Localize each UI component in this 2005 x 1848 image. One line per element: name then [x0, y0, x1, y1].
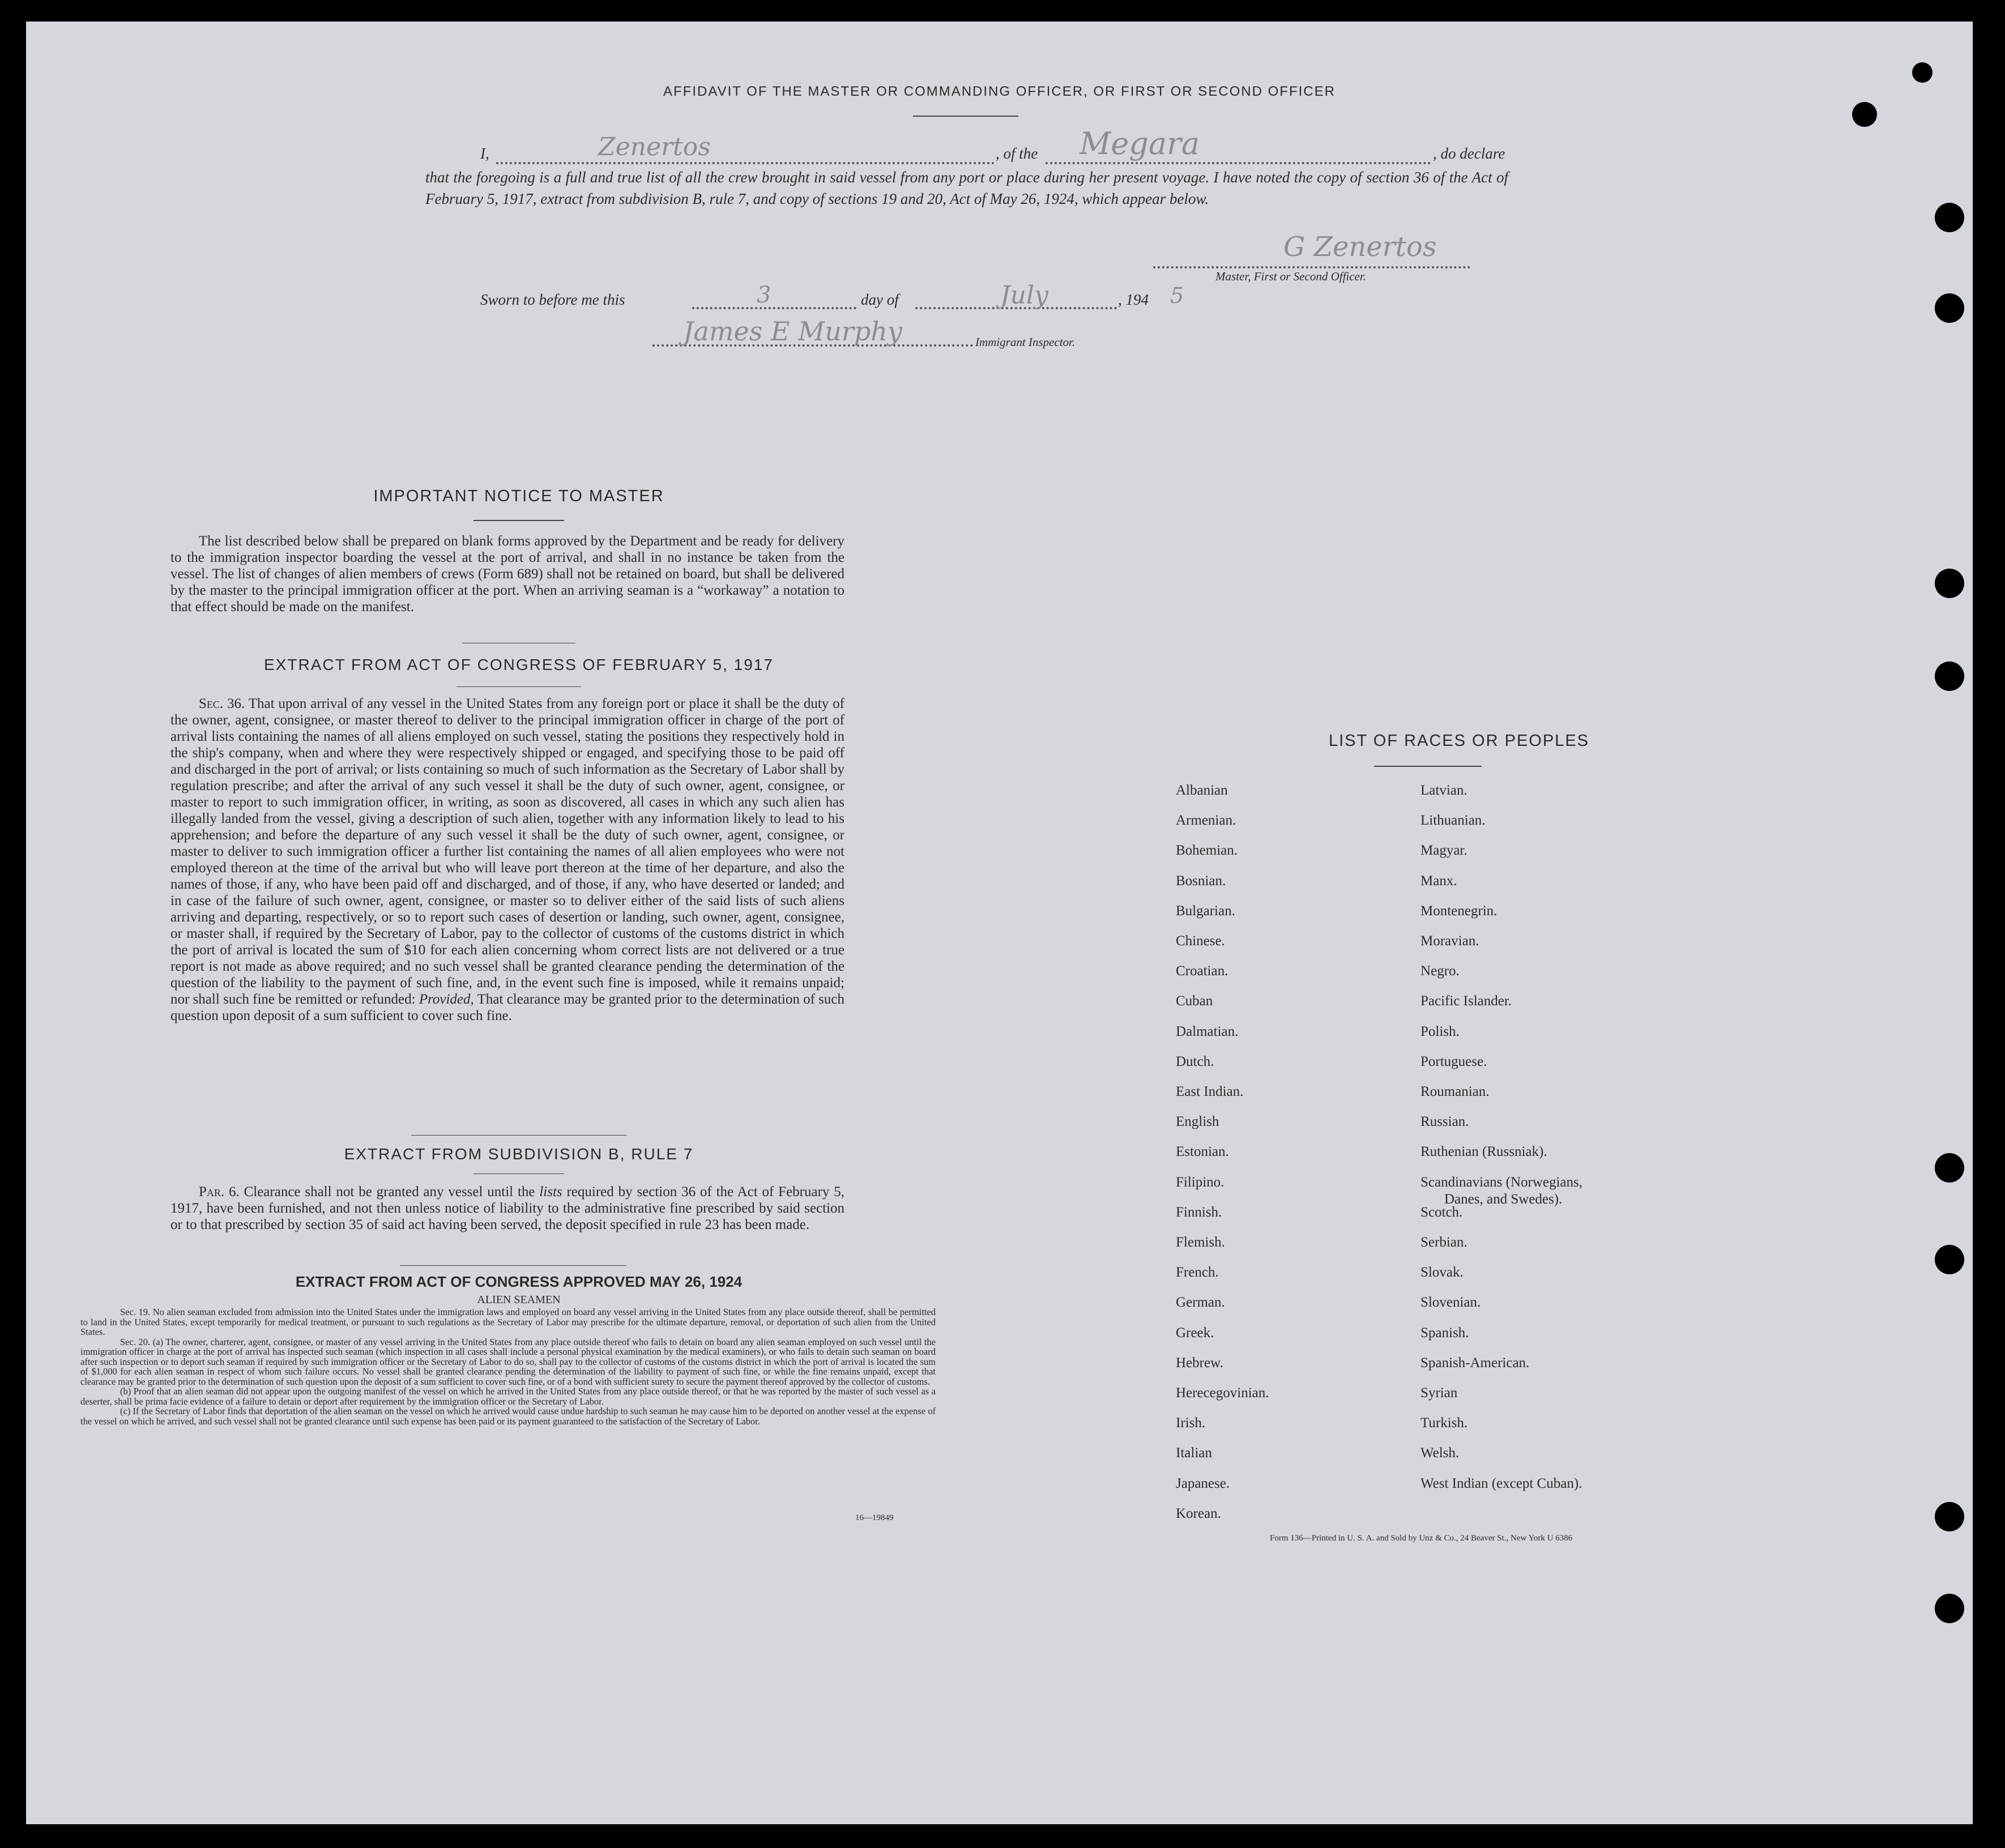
year-value: 5: [1170, 283, 1184, 308]
section-20a-paragraph: Sec. 20. (a) The owner, charterer, agent, consignee, or master of any vessel arriving in the United States from any place outside thereof who fails to detain on board any alien seaman employed on such vessel until the immigration officer in charge at the port of arrival has inspected such seaman (which inspection in all cases shall include a personal physical examination by the medical examiners), or who fails to detain such seaman on board after such inspection or to deport such seaman if required by such immigration officer or the Secretary of Labor to do so, shall pay to the collector of customs of the customs district in which the port of arrival is located the sum of $1,000 for each alien seaman in respect of whom such failure occurs. No vessel shall be granted clearance pending the determination of the liability to payment of such fine, or while the fine remains unpaid, except that clearance may be granted prior to the determination of such question upon the deposit of a sum sufficient to cover such fine, or of a bond with sufficient surety to secure the payment thereof approved by the collector of customs.: [80, 1336, 936, 1387]
extract-1924-body: [80, 1307, 936, 1426]
proviso-word: Provided,: [419, 992, 474, 1007]
vessel-name-value: Megara: [1080, 126, 1200, 161]
rule7-heading: EXTRACT FROM SUBDIVISION B, RULE 7: [344, 1145, 694, 1163]
race-item-right: West Indian (except Cuban).: [1420, 1475, 1582, 1491]
rule7-text-before: Clearance shall not be granted any vessel until the: [244, 1184, 535, 1200]
binder-hole: [1935, 1502, 1964, 1531]
lists-word: lists: [539, 1184, 562, 1200]
race-item-left: Italian: [1176, 1445, 1212, 1461]
race-item-left: Cuban: [1176, 993, 1213, 1009]
race-item-right: Slovak.: [1420, 1265, 1464, 1281]
races-heading: LIST OF RACES OR PEOPLES: [1328, 732, 1590, 750]
rule7-paragraph: [170, 1184, 844, 1233]
race-item-left: Japanese.: [1176, 1475, 1230, 1491]
binder-hole: [1912, 62, 1933, 83]
race-item-right: Danes, and Swedes).: [1444, 1191, 1563, 1207]
race-item-left: Hebrew.: [1176, 1355, 1223, 1371]
extract-1917-heading: EXTRACT FROM ACT OF CONGRESS OF FEBRUARY 5, 1917: [264, 656, 774, 673]
race-item-left: Chinese.: [1176, 933, 1225, 949]
race-item-right: Roumanian.: [1420, 1084, 1490, 1099]
inspector-signature: James E Murphy: [683, 316, 902, 347]
notice-heading: IMPORTANT NOTICE TO MASTER: [373, 487, 664, 505]
race-item-left: Herecegovinian.: [1176, 1385, 1269, 1401]
race-item-left: Filipino.: [1176, 1174, 1225, 1190]
race-item-right: Polish.: [1420, 1023, 1460, 1039]
race-item-left: Estonian.: [1176, 1144, 1229, 1160]
race-item-left: English: [1176, 1114, 1219, 1130]
section-36-label: Sec. 36.: [199, 696, 245, 711]
race-item-left: German.: [1176, 1295, 1225, 1311]
master-signature-caption: Master, First or Second Officer.: [1215, 270, 1366, 283]
section-20c-paragraph: (c) If the Secretary of Labor finds that deportation of the alien seaman on the vessel on which he arrived would cause undue hardship to such seaman he may cause him to be deported on another vessel at the expense of the vessel on which he arrived, and such vessel shall not be granted clearance until such expense has been paid or its payment guaranteed to the satisfaction of the Secretary of Labor.: [80, 1406, 936, 1427]
year-label: , 194: [1118, 291, 1149, 308]
rule7-text-after: required by section 36 of the Act of February 5, 1917, have been furnished, and not then unless notice of liability to the administrative fine prescribed by said section or to that prescribed by section 35 of said act having been served, the deposit specified in rule 23 has been made.: [170, 1184, 845, 1232]
race-item-left: Finnish.: [1176, 1204, 1222, 1220]
race-item-left: Greek.: [1176, 1325, 1214, 1341]
par-6-label: Par. 6.: [199, 1184, 240, 1200]
race-item-right: Portuguese.: [1420, 1053, 1487, 1069]
race-item-left: Bulgarian.: [1176, 903, 1235, 919]
race-item-right: Russian.: [1420, 1114, 1469, 1130]
inspector-caption: Immigrant Inspector.: [975, 335, 1076, 349]
binder-hole: [1935, 1245, 1964, 1274]
race-item-right: Turkish.: [1420, 1415, 1468, 1431]
race-item-left: Dutch.: [1176, 1053, 1214, 1069]
affidavit-title: AFFIDAVIT OF THE MASTER OR COMMANDING OFFICER, OR FIRST OR SECOND OFFICER: [663, 84, 1336, 99]
notice-body: [170, 533, 844, 615]
race-item-left: East Indian.: [1176, 1084, 1244, 1099]
race-item-right: Serbian.: [1420, 1235, 1468, 1250]
extract-1917-paragraph: [170, 695, 844, 1024]
race-item-right: Slovenian.: [1420, 1295, 1481, 1311]
declaration-text: that the foregoing is a full and true list of all the crew brought in said vessel from any port or place during her present voyage. I have noted the copy of section 36 of the Act of February 5, 1917, extract from subdivision B, rule 7, and copy of sections 19 and 20, Act of May 26, 1924, which appear below.: [425, 169, 1508, 207]
master-signature: G Zenertos: [1283, 231, 1437, 263]
race-item-right: Spanish-American.: [1420, 1355, 1530, 1371]
race-item-right: Latvian.: [1420, 783, 1468, 798]
master-signature-line: [1153, 266, 1470, 268]
rule7-body: [170, 1184, 844, 1233]
binder-hole: [1852, 102, 1877, 127]
race-item-right: Scotch.: [1420, 1204, 1463, 1220]
form-code: 16—19849: [855, 1513, 894, 1522]
master-name-value: Zenertos: [598, 133, 711, 161]
binder-hole: [1935, 661, 1964, 691]
race-item-left: Albanian: [1176, 783, 1228, 798]
document-page: [26, 22, 1973, 1824]
section-20b-paragraph: (b) Proof that an alien seaman did not appear upon the outgoing manifest of the vessel on which he arrived in the United States from any place outside thereof, or that he was reported by the master of such vessel as a deserter, shall be prima facie evidence of a failure to detain or deport after requirement by the immigration officer or the Secretary of Labor.: [80, 1386, 936, 1407]
rule7-rule: [473, 1173, 564, 1174]
race-item-left: Bohemian.: [1176, 843, 1238, 859]
race-item-right: Syrian: [1420, 1385, 1458, 1401]
i-label: I,: [480, 145, 489, 162]
extract-1924-heading: EXTRACT FROM ACT OF CONGRESS APPROVED MAY 26, 1924: [295, 1273, 743, 1290]
section-36-text: That upon arrival of any vessel in the United States from any foreign port or place it shall be the duty of the owner, agent, consignee, or master thereof to deliver to the principal immigration officer in charge of the port of arrival lists containing the names of all aliens employed on such vessel, stating the positions they respectively hold in the ship's company, when and where they were respectively shipped or engaged, and specifying those to be paid off and discharged in the port of arrival; or lists containing so much of such information as the Secretary of Labor shall by regulation prescribe; and after the arrival of any such vessel it shall be the duty of such owner, agent, consignee, or master to report to such immigration officer, in writing, as soon as discovered, all cases in which any such alien has illegally landed from the vessel, giving a description of such alien, together with any information likely to lead to his apprehension; and before the departure of any such vessel it shall be the duty of such owner, agent, consignee, or master to deliver to such immigration officer a further list containing the names of all alien employees who were not employed thereon at the time of the arrival but who will leave port thereon at the time of her departure, and also the names of those, if any, who have been paid off and discharged, and of those, if any, who have deserted or landed; and in case of the failure of such owner, agent, consignee, or master so to deliver either of the said lists of such aliens arriving and departing, respectively, or so to report such cases of desertion or landing, such owner, agent, consignee, or master shall, if required by the Secretary of Labor, pay to the collector of customs of the customs district in which the port of arrival is located the sum of $10 for each alien concerning whom correct lists are not delivered or a true report is not made as above required; and no such vessel shall be granted clearance pending the determination of the question of the liability to the payment of such fine, and, in the event such fine is imposed, while it remains unpaid; nor shall such fine be remitted or refunded:: [170, 696, 844, 1007]
race-item-left: Flemish.: [1176, 1235, 1225, 1250]
binder-hole: [1935, 1594, 1964, 1623]
binder-hole: [1935, 293, 1964, 323]
race-item-right: Montenegrin.: [1420, 903, 1498, 919]
race-item-right: Manx.: [1420, 873, 1457, 889]
race-item-right: Ruthenian (Russniak).: [1420, 1144, 1547, 1160]
day-value: 3: [757, 282, 771, 308]
race-item-left: Armenian.: [1176, 813, 1236, 829]
race-item-left: Korean.: [1176, 1505, 1221, 1521]
section-36-proviso-text: That clearance may be granted prior to the determination of such question upon deposit of a sum sufficient to cover such fine.: [170, 992, 844, 1023]
month-value: July: [1000, 281, 1048, 310]
race-item-right: Lithuanian.: [1420, 813, 1486, 829]
vessel-name-line: [1046, 162, 1431, 164]
section-19-paragraph: Sec. 19. No alien seaman excluded from admission into the United States under the immigration laws and employed on board any vessel arriving in the United States from any place outside thereof, shall be permitted to land in the United States, except temporarily for medical treatment, or pursuant to such regulations as the Secretary of Labor may prescribe for the ultimate departure, removal, or deportation of such alien from the United States.: [80, 1307, 936, 1337]
extract-1924-top-rule: [400, 1265, 626, 1266]
day-line: [692, 307, 856, 309]
race-item-right: Welsh.: [1420, 1445, 1460, 1461]
master-name-line: [496, 162, 995, 164]
race-item-left: Bosnian.: [1176, 873, 1226, 889]
race-item-left: Irish.: [1176, 1415, 1206, 1431]
race-item-right: Negro.: [1420, 963, 1460, 979]
races-rule: [1374, 766, 1482, 767]
race-item-left: Croatian.: [1176, 963, 1228, 979]
race-item-right: Magyar.: [1420, 843, 1468, 859]
race-item-right: Moravian.: [1420, 933, 1479, 949]
race-item-left: Dalmatian.: [1176, 1023, 1239, 1039]
extract-1924-subheading: ALIEN SEAMEN: [477, 1294, 561, 1306]
form-footer: Form 136—Printed in U. S. A. and Sold by Unz & Co., 24 Beaver St., New York U 6386: [1270, 1534, 1573, 1543]
do-declare-label: , do declare: [1433, 145, 1505, 162]
extract-1917-rule: [457, 686, 581, 687]
race-item-right: Spanish.: [1420, 1325, 1469, 1341]
of-the-label: , of the: [996, 145, 1038, 162]
notice-paragraph: The list described below shall be prepared on blank forms approved by the Department and be ready for delivery to the immigration inspector boarding the vessel at the port of arrival, and shall in no instance be taken from the vessel. The list of changes of alien members of crews (Form 689) shall not be retained on board, but shall be delivered by the master to the principal immigration officer at the port. When an arriving seaman is a “workaway” a notation to that effect should be made on the manifest.: [170, 534, 844, 614]
race-item-right: Pacific Islander.: [1420, 993, 1512, 1009]
binder-hole: [1935, 1153, 1964, 1183]
extract-1917-body: [170, 695, 844, 1024]
race-item-right: Scandinavians (Norwegians,: [1420, 1174, 1583, 1190]
title-rule: [913, 116, 1018, 117]
binder-hole: [1935, 203, 1964, 232]
rule7-top-rule: [411, 1135, 626, 1136]
binder-hole: [1935, 569, 1964, 598]
notice-rule: [473, 520, 564, 521]
sworn-label: Sworn to before me this: [480, 291, 625, 308]
race-item-left: French.: [1176, 1265, 1219, 1281]
day-of-label: day of: [861, 291, 899, 308]
